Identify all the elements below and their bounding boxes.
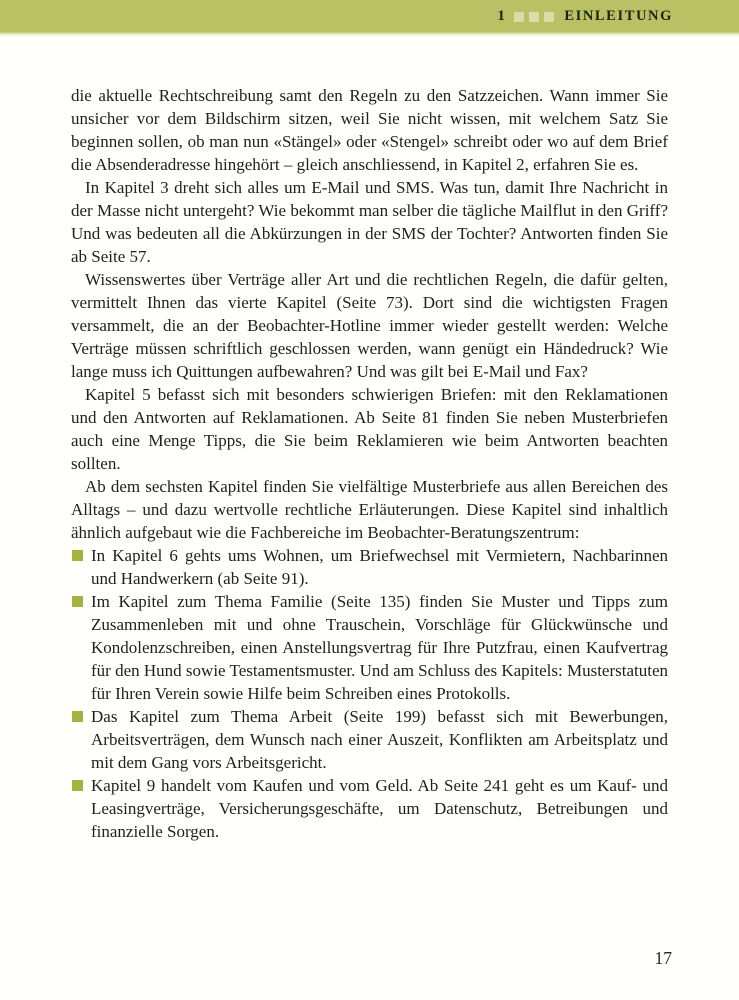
list-item: [71, 590, 668, 705]
bullet-square-icon: [72, 711, 83, 722]
chapter-overview-list: [71, 544, 668, 843]
bullet-square-icon: [72, 550, 83, 561]
page-number: 17: [654, 948, 672, 968]
header-square-icon: [514, 12, 524, 22]
header-square-icon: [544, 12, 554, 22]
list-item: [71, 544, 668, 590]
list-item-text: Kapitel 9 handelt vom Kaufen und vom Geld. Ab Seite 241 geht es um Kauf- und Leasingverträge, Versicherungsgeschäfte, um Datenschutz, Betreibungen und finanzielle Sorgen.: [91, 776, 668, 841]
list-item-text: Das Kapitel zum Thema Arbeit (Seite 199) befasst sich mit Bewerbungen, Arbeitsverträgen, dem Wunsch nach einer Auszeit, Konflikten am Arbeitsplatz und mit dem Gang vors Arbeitsgericht.: [91, 707, 668, 772]
chapter-number: 1: [497, 7, 506, 24]
header-square-icon: [529, 12, 539, 22]
chapter-title: EINLEITUNG: [564, 7, 673, 24]
page-text-column: [71, 84, 668, 843]
paragraph: Kapitel 5 befasst sich mit besonders schwierigen Briefen: mit den Reklamationen und den Antworten auf Reklamationen. Ab Seite 81 finden Sie neben Musterbriefen auch eine Menge Tipps, die Sie beim Reklamieren wie beim Antworten beachten sollten.: [71, 385, 668, 473]
chapter-header: [497, 0, 673, 32]
list-item-text: In Kapitel 6 gehts ums Wohnen, um Briefwechsel mit Vermietern, Nachbarinnen und Handwerkern (ab Seite 91).: [91, 546, 668, 588]
bullet-square-icon: [72, 596, 83, 607]
list-item-text: Im Kapitel zum Thema Familie (Seite 135) finden Sie Muster und Tipps zum Zusammenleben mit und ohne Trauschein, Vorschläge für Glückwünsche und Kondolenzschreiben, einen Anstellungsvertrag für Ihre Putzfrau, einen Kaufvertrag für den Hund sowie Testamentsmuster. Und am Schluss des Kapitels: Musterstatuten für Ihren Verein sowie Hilfe beim Schreiben eines Protokolls.: [91, 592, 668, 703]
list-item: [71, 774, 668, 843]
paragraph: In Kapitel 3 dreht sich alles um E-Mail und SMS. Was tun, damit Ihre Nachricht in der Masse nicht untergeht? Wie bekommt man selber die tägliche Mailflut in den Griff? Und was bedeuten all die Abkürzungen in der SMS der Tochter? Antworten finden Sie ab Seite 57.: [71, 178, 668, 266]
list-item: [71, 705, 668, 774]
chapter-header-bar: [0, 0, 739, 32]
paragraph: Ab dem sechsten Kapitel finden Sie vielfältige Musterbriefe aus allen Bereichen des Alltags – und dazu wertvolle rechtliche Erläuterungen. Diese Kapitel sind inhaltlich ähnlich aufgebaut wie die Fachbereiche im Beobachter-Beratungszentrum:: [71, 477, 668, 542]
paragraph: die aktuelle Rechtschreibung samt den Regeln zu den Satzzeichen. Wann immer Sie unsicher vor dem Bildschirm sitzen, weil Sie nicht wissen, mit welchem Satz Sie beginnen sollen, ob man nun «Stängel» oder «Stengel» schreibt oder wo auf dem Brief die Absenderadresse hingehört – gleich anschliessend, in Kapitel 2, erfahren Sie es.: [71, 86, 668, 174]
paragraph: Wissenswertes über Verträge aller Art und die rechtlichen Regeln, die dafür gelten, vermittelt Ihnen das vierte Kapitel (Seite 73). Dort sind die wichtigsten Fragen versammelt, die an der Beobachter-Hotline immer wieder gestellt werden: Welche Verträge müssen schriftlich geschlossen werden, wann genügt ein Händedruck? Wie lange muss ich Quittungen aufbewahren? Und was gilt bei E-Mail und Fax?: [71, 270, 668, 381]
bullet-square-icon: [72, 780, 83, 791]
